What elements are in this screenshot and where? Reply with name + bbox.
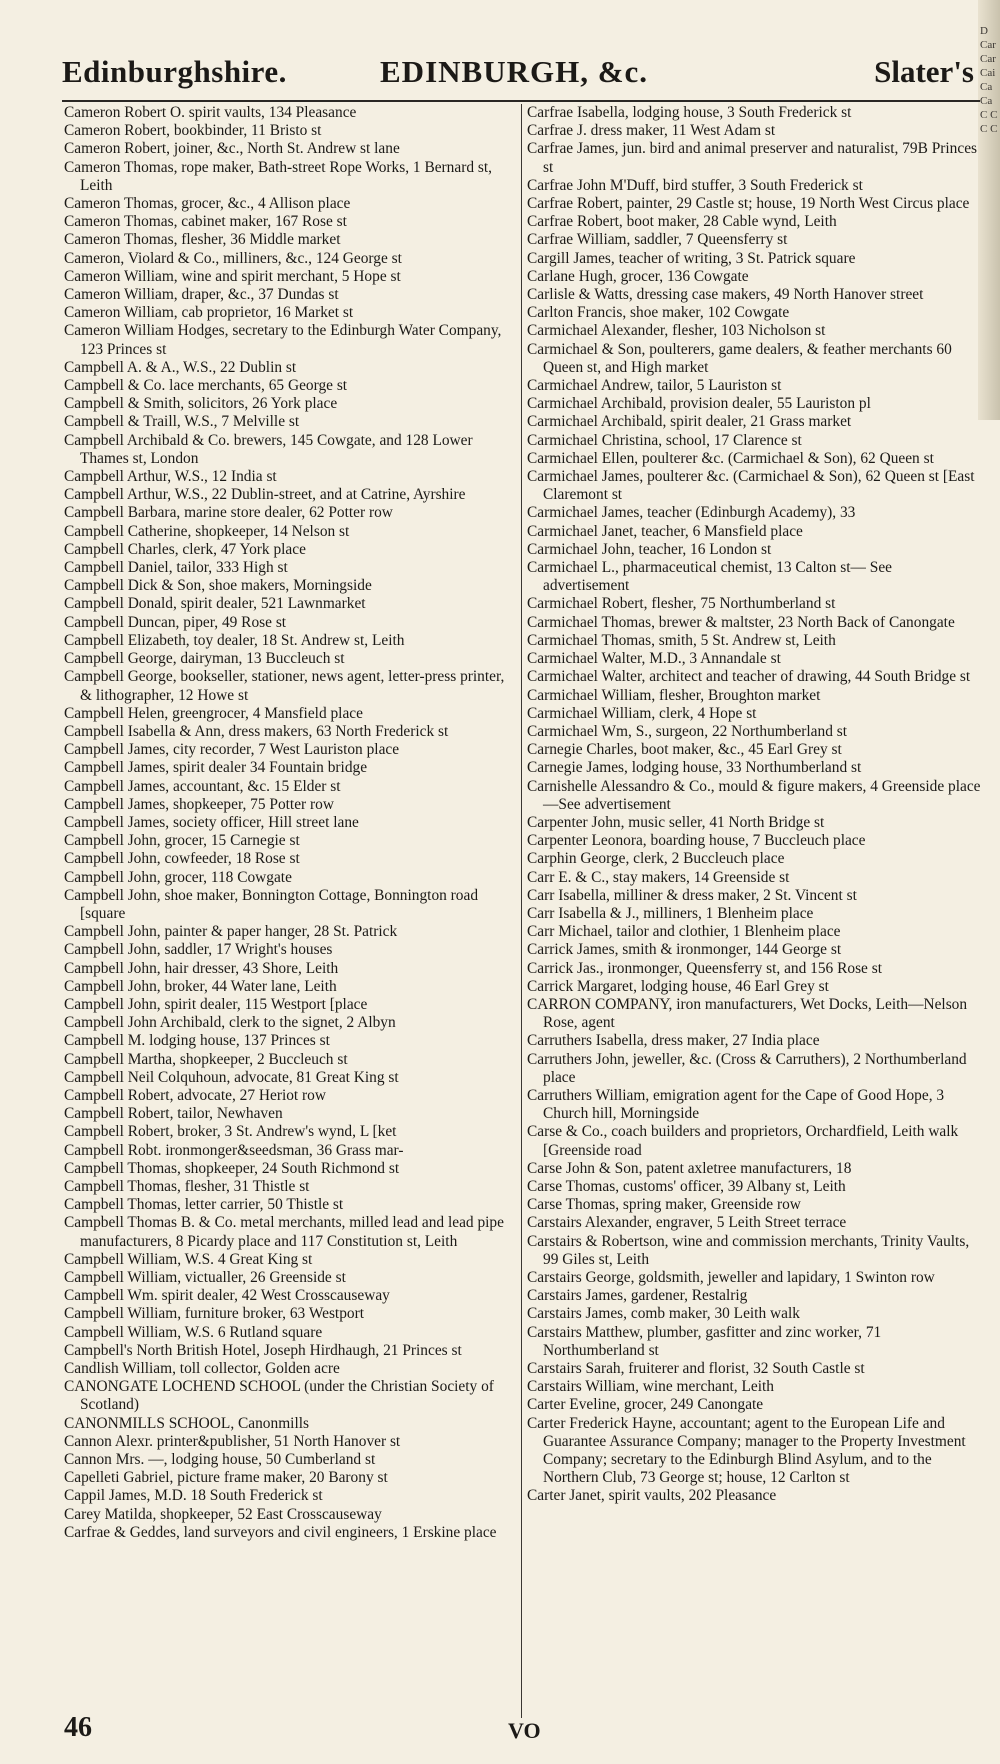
directory-entry: Carmichael William, clerk, 4 Hope st <box>527 704 757 722</box>
directory-entry: Carter Janet, spirit vaults, 202 Pleasance <box>527 1487 777 1505</box>
directory-entry: Carfrae Robert, painter, 29 Castle st; house, 19 North West Circus place <box>527 195 970 213</box>
directory-entry: Carrick Margaret, lodging house, 46 Earl Grey st <box>527 977 829 995</box>
directory-entry: Carstairs William, wine merchant, Leith <box>527 1378 774 1396</box>
directory-entry: Campbell William, W.S. 4 Great King st <box>64 1250 313 1268</box>
directory-entry: Carstairs James, comb maker, 30 Leith walk <box>527 1305 800 1323</box>
directory-entry: Carmichael Archibald, spirit dealer, 21 Grass market <box>527 413 852 431</box>
directory-entry: Campbell George, dairyman, 13 Buccleuch st <box>64 650 345 668</box>
directory-entry: Campbell John, grocer, 118 Cowgate <box>64 868 292 886</box>
directory-entry: Carfrae James, jun. bird and animal preserver and naturalist, 79B Princes st <box>527 140 978 176</box>
directory-entry: Carnegie James, lodging house, 33 Northumberland st <box>527 759 862 777</box>
directory-entry: Campbell James, shopkeeper, 75 Potter row <box>64 795 334 813</box>
directory-entry: CANONGATE LOCHEND SCHOOL (under the Christian Society of Scotland) <box>64 1378 494 1414</box>
directory-entry: Campbell John, painter & paper hanger, 28 St. Patrick <box>64 923 398 941</box>
directory-entry: Candlish William, toll collector, Golden acre <box>64 1360 340 1378</box>
directory-entry: Carmichael & Son, poulterers, game dealers, & feather merchants 60 Queen st, and High market <box>527 340 952 376</box>
directory-entry: Cameron William, wine and spirit merchant, 5 Hope st <box>64 267 401 285</box>
directory-entry: Campbell Thomas B. & Co. metal merchants, milled lead and lead pipe manufacturers, 8 Picardy place and 117 Constitution st, Leith <box>64 1214 504 1250</box>
directory-entry: Campbell Robt. ironmonger&seedsman, 36 Grass mar- <box>64 1141 404 1159</box>
directory-entry: Campbell Arthur, W.S., 12 India st <box>64 468 277 486</box>
directory-entry: Carstairs Sarah, fruiterer and florist, 32 South Castle st <box>527 1360 865 1378</box>
directory-entry: Campbell Robert, broker, 3 St. Andrew's wynd, L [ket <box>64 1123 397 1141</box>
directory-entry: Campbell Catherine, shopkeeper, 14 Nelson st <box>64 522 350 540</box>
directory-entry: Carlisle & Watts, dressing case makers, 49 North Hanover street <box>527 286 924 304</box>
directory-entry: Carmichael Christina, school, 17 Clarence st <box>527 431 802 449</box>
directory-entry: Campbell Barbara, marine store dealer, 62 Potter row <box>64 504 393 522</box>
directory-entry: Carmichael Walter, M.D., 3 Annandale st <box>527 650 781 668</box>
directory-entry: Cannon Mrs. —, lodging house, 50 Cumberland st <box>64 1451 376 1469</box>
running-header <box>62 54 980 94</box>
directory-entry: Carmichael Thomas, smith, 5 St. Andrew st, Leith <box>527 631 836 649</box>
directory-entry: Carpenter Leonora, boarding house, 7 Buccleuch place <box>527 832 866 850</box>
directory-entry: Campbell James, spirit dealer 34 Fountain bridge <box>64 759 368 777</box>
directory-entry: Carse Thomas, spring maker, Greenside row <box>527 1196 801 1214</box>
directory-entry: Cappil James, M.D. 18 South Frederick st <box>64 1487 323 1505</box>
directory-entry: Campbell's North British Hotel, Joseph Hirdhaugh, 21 Princes st <box>64 1341 462 1359</box>
directory-entry: Cameron William Hodges, secretary to the Edinburgh Water Company, 123 Princes st <box>64 322 502 358</box>
directory-entry: Carfrae Isabella, lodging house, 3 South Frederick st <box>527 104 852 121</box>
header-title: EDINBURGH, &c. <box>380 54 649 89</box>
directory-entry: CARRON COMPANY, iron manufacturers, Wet Docks, Leith—Nelson Rose, agent <box>527 995 968 1032</box>
directory-entry: Campbell George, bookseller, stationer, news agent, letter-press printer, & lithographer, 12 Howe st <box>64 668 505 704</box>
directory-entry: Campbell John, grocer, 15 Carnegie st <box>64 832 300 850</box>
directory-entry: Campbell John Archibald, clerk to the signet, 2 Albyn <box>64 1014 396 1032</box>
directory-entry: Carruthers William, emigration agent for the Cape of Good Hope, 3 Church hill, Morningside <box>527 1086 945 1123</box>
directory-entry: Campbell James, society officer, Hill street lane <box>64 813 359 831</box>
directory-entry: Campbell John, spirit dealer, 115 Westport [place <box>64 995 368 1013</box>
directory-entry: Capelleti Gabriel, picture frame maker, 20 Barony st <box>64 1469 388 1487</box>
directory-entry: Cameron Thomas, rope maker, Bath-street Rope Works, 1 Bernard st, Leith <box>64 158 492 194</box>
directory-entry: Carstairs & Robertson, wine and commission merchants, Trinity Vaults, 99 Giles st, Leith <box>527 1232 970 1268</box>
directory-entry: Campbell Daniel, tailor, 333 High st <box>64 559 288 577</box>
directory-entry: Campbell Wm. spirit dealer, 42 West Crosscauseway <box>64 1287 390 1305</box>
directory-entry: Cameron William, draper, &c., 37 Dundas st <box>64 286 339 304</box>
directory-entry: Carfrae & Geddes, land surveyors and civil engineers, 1 Erskine place <box>64 1523 497 1541</box>
directory-entry: Cameron Thomas, flesher, 36 Middle market <box>64 231 341 249</box>
directory-entry: Campbell Donald, spirit dealer, 521 Lawnmarket <box>64 595 366 613</box>
directory-entry: CANONMILLS SCHOOL, Canonmills <box>64 1414 309 1432</box>
directory-entry: Carr Isabella, milliner & dress maker, 2 St. Vincent st <box>527 886 857 904</box>
directory-entry: Carse John & Son, patent axletree manufacturers, 18 <box>527 1159 852 1177</box>
directory-entry: Carmichael Thomas, brewer & maltster, 23 North Back of Canongate <box>527 613 955 631</box>
directory-entry: Carfrae Robert, boot maker, 28 Cable wynd, Leith <box>527 213 837 231</box>
directory-entry: Campbell John, hair dresser, 43 Shore, Leith <box>64 959 339 977</box>
directory-entry: Carstairs George, goldsmith, jeweller and lapidary, 1 Swinton row <box>527 1269 935 1286</box>
directory-entry: Campbell Archibald & Co. brewers, 145 Cowgate, and 128 Lower Thames st, London <box>64 431 473 467</box>
directory-entry: Carter Frederick Hayne, accountant; agent to the European Life and Guarantee Assurance Company; manager to the Property Investment Company; secretary to the Edinburgh Blind Asylum, and to the Northern Club, 73 George st; house, 12 Carlton st <box>527 1414 966 1487</box>
directory-entry: Carfrae J. dress maker, 11 West Adam st <box>527 122 776 140</box>
directory-entry: Carmichael Wm, S., surgeon, 22 Northumberland st <box>527 722 848 740</box>
directory-entry: Carmichael James, teacher (Edinburgh Academy), 33 <box>527 504 856 522</box>
directory-entry: Campbell John, broker, 44 Water lane, Leith <box>64 977 337 995</box>
directory-entry: Carfrae William, saddler, 7 Queensferry st <box>527 231 788 249</box>
directory-entry: Campbell Martha, shopkeeper, 2 Buccleuch st <box>64 1050 348 1068</box>
directory-entry: Cameron, Violard & Co., milliners, &c., 124 George st <box>64 249 402 267</box>
directory-entry: Campbell James, city recorder, 7 West Lauriston place <box>64 741 400 759</box>
directory-entry: Campbell William, W.S. 6 Rutland square <box>64 1323 323 1341</box>
directory-entry: Carnegie Charles, boot maker, &c., 45 Earl Grey st <box>527 741 842 759</box>
directory-entry: Campbell Duncan, piper, 49 Rose st <box>64 613 287 631</box>
directory-entry: Carmichael L., pharmaceutical chemist, 13 Calton st— See advertisement <box>527 559 892 595</box>
directory-entry: Campbell William, furniture broker, 63 Westport <box>64 1305 365 1323</box>
directory-entry: Campbell James, accountant, &c. 15 Elder st <box>64 777 341 795</box>
signature-mark: VO <box>508 1718 541 1743</box>
directory-entry: Carstairs Alexander, engraver, 5 Leith Street terrace <box>527 1214 847 1232</box>
directory-entry: Carphin George, clerk, 2 Buccleuch place <box>527 850 785 868</box>
directory-entry: Cameron Robert O. spirit vaults, 134 Pleasance <box>64 104 357 121</box>
directory-entry: Carruthers John, jeweller, &c. (Cross & Carruthers), 2 Northumberland place <box>527 1050 967 1086</box>
directory-entry: Carpenter John, music seller, 41 North Bridge st <box>527 813 825 831</box>
directory-entry: Campbell Neil Colquhoun, advocate, 81 Great King st <box>64 1068 399 1086</box>
adjacent-page-fragment: D Car Car Cai Ca Ca C C C C <box>980 25 998 135</box>
directory-entry: Carmichael Andrew, tailor, 5 Lauriston st <box>527 377 782 395</box>
directory-entry: Carmichael James, poulterer &c. (Carmichael & Son), 62 Queen st [East Claremont st <box>527 468 975 504</box>
directory-entry: Carrick Jas., ironmonger, Queensferry st, and 156 Rose st <box>527 959 882 977</box>
directory-entry: Cameron Thomas, grocer, &c., 4 Allison place <box>64 195 351 213</box>
directory-entry: Carr Isabella & J., milliners, 1 Blenheim place <box>527 904 814 922</box>
directory-entry: Campbell Robert, tailor, Newhaven <box>64 1105 283 1123</box>
directory-entry: Carr Michael, tailor and clothier, 1 Blenheim place <box>527 923 841 941</box>
directory-entry: Campbell John, shoe maker, Bonnington Cottage, Bonnington road [square <box>64 886 479 922</box>
directory-entry: Campbell & Smith, solicitors, 26 York place <box>64 395 338 413</box>
page-number: 46 <box>64 1712 92 1743</box>
directory-entry: Campbell Robert, advocate, 27 Heriot row <box>64 1086 326 1104</box>
directory-entry: Campbell Thomas, flesher, 31 Thistle st <box>64 1177 310 1195</box>
directory-entry: Campbell Isabella & Ann, dress makers, 63 North Frederick st <box>64 722 449 740</box>
directory-entry: Carruthers Isabella, dress maker, 27 India place <box>527 1032 820 1050</box>
directory-entry: Carnishelle Alessandro & Co., mould & figure makers, 4 Greenside place—See advertisement <box>527 777 981 813</box>
directory-entry: Carstairs James, gardener, Restalrig <box>527 1287 748 1305</box>
directory-entry: Carey Matilda, shopkeeper, 52 East Crosscauseway <box>64 1505 382 1523</box>
directory-entry: Carmichael Janet, teacher, 6 Mansfield place <box>527 522 803 540</box>
directory-entry: Campbell Thomas, shopkeeper, 24 South Richmond st <box>64 1159 400 1177</box>
directory-entry: Carmichael John, teacher, 16 London st <box>527 540 772 558</box>
column-divider <box>521 104 522 1718</box>
directory-entry: Carse Thomas, customs' officer, 39 Albany st, Leith <box>527 1177 846 1195</box>
directory-entry: Campbell & Traill, W.S., 7 Melville st <box>64 413 300 431</box>
directory-entry: Campbell Helen, greengrocer, 4 Mansfield place <box>64 704 363 722</box>
left-column <box>64 104 519 1542</box>
directory-entry: Carse & Co., coach builders and proprietors, Orchardfield, Leith walk [Greenside road <box>527 1123 959 1159</box>
header-county: Edinburghshire. <box>62 54 287 89</box>
directory-entry: Carter Eveline, grocer, 249 Canongate <box>527 1396 764 1414</box>
header-rule <box>62 100 980 102</box>
directory-entry: Campbell Charles, clerk, 47 York place <box>64 540 306 558</box>
directory-entry: Campbell John, saddler, 17 Wright's houses <box>64 941 333 959</box>
directory-entry: Carmichael Archibald, provision dealer, 55 Lauriston pl <box>527 395 871 413</box>
directory-entry: Cameron William, cab proprietor, 16 Market st <box>64 304 354 322</box>
directory-entry: Campbell Thomas, letter carrier, 50 Thistle st <box>64 1196 344 1214</box>
directory-entry: Carmichael Ellen, poulterer &c. (Carmichael & Son), 62 Queen st <box>527 449 934 467</box>
directory-entry: Carmichael Alexander, flesher, 103 Nicholson st <box>527 322 826 340</box>
directory-entry: Cannon Alexr. printer&publisher, 51 North Hanover st <box>64 1432 401 1450</box>
directory-entry: Cameron Robert, bookbinder, 11 Bristo st <box>64 122 322 140</box>
directory-entry: Campbell A. & A., W.S., 22 Dublin st <box>64 358 297 376</box>
directory-entry: Carr E. & C., stay makers, 14 Greenside st <box>527 868 790 886</box>
directory-entry: Carlton Francis, shoe maker, 102 Cowgate <box>527 304 790 322</box>
directory-entry: Carmichael Walter, architect and teacher of drawing, 44 South Bridge st <box>527 668 971 686</box>
right-column <box>527 104 982 1506</box>
directory-entry: Campbell Dick & Son, shoe makers, Morningside <box>64 577 372 595</box>
directory-entry: Cameron Thomas, cabinet maker, 167 Rose st <box>64 213 347 231</box>
directory-entry: Carfrae John M'Duff, bird stuffer, 3 South Frederick st <box>527 176 863 194</box>
directory-entry: Campbell M. lodging house, 137 Princes st <box>64 1032 330 1050</box>
directory-entry: Campbell John, cowfeeder, 18 Rose st <box>64 850 300 868</box>
directory-entry: Campbell Elizabeth, toy dealer, 18 St. Andrew st, Leith <box>64 631 405 649</box>
directory-entry: Cameron Robert, joiner, &c., North St. Andrew st lane <box>64 140 400 158</box>
directory-entry: Cargill James, teacher of writing, 3 St. Patrick square <box>527 249 856 267</box>
directory-entry: Campbell Arthur, W.S., 22 Dublin-street, and at Catrine, Ayrshire <box>64 486 466 504</box>
directory-entry: Carlane Hugh, grocer, 136 Cowgate <box>527 267 749 285</box>
directory-entry: Carstairs Matthew, plumber, gasfitter and zinc worker, 71 Northumberland st <box>527 1323 882 1359</box>
directory-entry: Carmichael Robert, flesher, 75 Northumberland st <box>527 595 836 613</box>
directory-entry: Carrick James, smith & ironmonger, 144 George st <box>527 941 842 959</box>
directory-entry: Carmichael William, flesher, Broughton market <box>527 686 821 704</box>
header-publisher: Slater's <box>874 54 974 89</box>
directory-entry: Campbell & Co. lace merchants, 65 George st <box>64 377 348 395</box>
directory-entry: Campbell William, victualler, 26 Greenside st <box>64 1269 346 1286</box>
